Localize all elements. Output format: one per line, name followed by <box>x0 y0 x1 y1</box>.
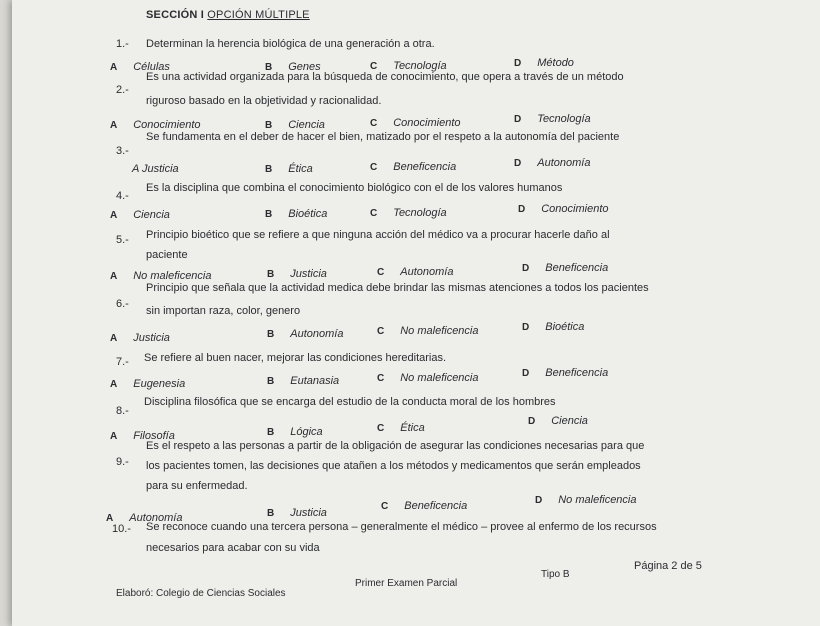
option-c: C Ética <box>377 422 425 434</box>
footer-page-number: Página 2 de 5 <box>634 560 702 572</box>
option-d: D Tecnología <box>514 113 591 125</box>
question-text: Se fundamenta en el deber de hacer el bien, matizado por el respeto a la autonomía del paciente <box>146 131 620 143</box>
option-d: D Beneficencia <box>522 367 609 379</box>
option-a: A Ciencia <box>110 209 170 221</box>
option-c: C Tecnología <box>370 207 447 219</box>
option-b: B Bioética <box>265 208 328 220</box>
option-d: D Autonomía <box>514 157 591 169</box>
option-d: D Conocimiento <box>518 203 609 215</box>
option-d: D Método <box>514 57 574 69</box>
footer-elaboro: Elaboró: Colegio de Ciencias Sociales <box>116 588 286 599</box>
question-text-line: Se reconoce cuando una tercera persona – generalmente el médico – provee al enfermo de los recursos <box>146 521 657 533</box>
footer-tipo: Tipo B <box>541 569 570 580</box>
option-b: B Justicia <box>267 268 327 280</box>
section-label: SECCIÓN I <box>146 9 205 21</box>
question-text-line: Es una actividad organizada para la búsqueda de conocimiento, que opera a través de un método <box>146 71 624 83</box>
option-d: D Bioética <box>522 321 585 333</box>
question-text-line: necesarios para acabar con su vida <box>146 542 320 554</box>
question-number: 5.- <box>116 234 129 246</box>
question-number: 8.- <box>116 405 129 417</box>
option-b: B Ciencia <box>265 119 325 131</box>
question-number: 3.- <box>116 145 129 157</box>
option-c: C No maleficencia <box>377 325 479 337</box>
question-number: 4.- <box>116 190 129 202</box>
option-d: D Beneficencia <box>522 262 609 274</box>
question-text: Disciplina filosófica que se encarga del estudio de la conducta moral de los hombres <box>144 396 556 408</box>
option-a: A Filosofía <box>110 430 175 442</box>
question-text-line: paciente <box>146 249 188 261</box>
question-number: 7.- <box>116 356 129 368</box>
question-text-line: Principio bioético que se refiere a que ninguna acción del médico va a procurar hacerle daño al <box>146 229 610 241</box>
option-a: A Autonomía <box>106 512 183 524</box>
option-d: D No maleficencia <box>535 494 637 506</box>
option-a: A Justicia <box>132 163 179 175</box>
option-b: B Eutanasia <box>267 375 340 387</box>
option-a: A Justicia <box>110 332 170 344</box>
section-heading <box>146 9 310 21</box>
option-a: A No maleficencia <box>110 270 212 282</box>
section-title: OPCIÓN MÚLTIPLE <box>207 9 310 21</box>
option-c: C Autonomía <box>377 266 454 278</box>
question-text-line: Es el respeto a las personas a partir de la obligación de asegurar las condiciones necesarias para que <box>146 440 645 452</box>
question-text-line: sin importan raza, color, genero <box>146 305 301 317</box>
question-text: Determinan la herencia biológica de una generación a otra. <box>146 38 435 50</box>
option-b: B Genes <box>265 61 321 73</box>
question-text-line: los pacientes tomen, las decisiones que atañen a los métodos y medicamentos que serán empleados <box>146 460 641 472</box>
question-number: 10.- <box>112 523 131 535</box>
question-number: 9.- <box>116 456 129 468</box>
question-number: 2.- <box>116 84 129 96</box>
option-b: B Ética <box>265 163 313 175</box>
question-text-line: para su enfermedad. <box>146 480 248 492</box>
question-text: Se refiere al buen nacer, mejorar las condiciones hereditarias. <box>144 352 447 364</box>
option-c: C Tecnología <box>370 60 447 72</box>
option-c: C Conocimiento <box>370 117 461 129</box>
question-text-line: Principio que señala que la actividad medica debe brindar las mismas atenciones a todos los pacientes <box>146 282 649 294</box>
question-text-line: riguroso basado en la objetividad y racionalidad. <box>146 95 382 107</box>
option-a: A Conocimiento <box>110 119 201 131</box>
option-c: C Beneficencia <box>370 161 457 173</box>
option-c: C No maleficencia <box>377 372 479 384</box>
option-d: D Ciencia <box>528 415 588 427</box>
question-number: 1.- <box>116 38 129 50</box>
question-text: Es la disciplina que combina el conocimiento biológico con el de los valores humanos <box>146 182 563 194</box>
footer-exam: Primer Examen Parcial <box>355 578 458 589</box>
question-number: 6.- <box>116 298 129 310</box>
option-c: C Beneficencia <box>381 500 468 512</box>
option-b: B Autonomía <box>267 328 344 340</box>
option-a: A Células <box>110 61 170 73</box>
option-b: B Justicia <box>267 507 327 519</box>
option-b: B Lógica <box>267 426 323 438</box>
option-a: A Eugenesia <box>110 378 186 390</box>
